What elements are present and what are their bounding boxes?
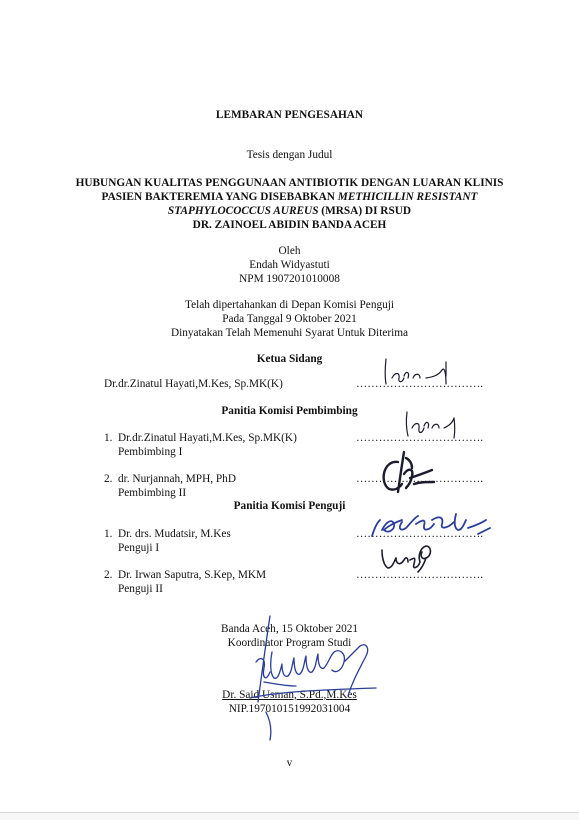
signature-ketua	[380, 356, 460, 390]
pembimbing-1-name: Dr.dr.Zinatul Hayati,M.Kes, Sp.MK(K)	[118, 432, 297, 444]
thesis-title-line-3-normal: (MRSA) DI RSUD	[318, 205, 412, 217]
signature-line-pembimbing-1: …………………………….	[356, 432, 484, 444]
thesis-title-line-3-italic: STAPHYLOCOCCUS AUREUS	[167, 205, 319, 217]
penguji-2-number: 2.	[104, 569, 113, 581]
coordinator-role: Koordinator Program Studi	[227, 637, 352, 649]
penguji-heading: Panitia Komisi Penguji	[233, 500, 346, 512]
signature-penguji-2	[378, 536, 436, 576]
ketua-sidang-name: Dr.dr.Zinatul Hayati,M.Kes, Sp.MK(K)	[104, 378, 283, 390]
pembimbing-2-name: dr. Nurjannah, MPH, PhD	[118, 473, 236, 485]
pembimbing-1-number: 1.	[104, 432, 113, 444]
defense-line-1: Telah dipertahankan di Depan Komisi Penguji	[184, 299, 395, 311]
penguji-1-name: Dr. drs. Mudatsir, M.Kes	[118, 528, 231, 540]
pembimbing-1-role: Pembimbing I	[118, 446, 183, 458]
ketua-sidang-heading: Ketua Sidang	[256, 353, 323, 365]
page-number: v	[286, 757, 293, 769]
defense-line-3: Dinyatakan Telah Memenuhi Syarat Untuk Diterima	[170, 327, 409, 339]
author-by-label: Oleh	[278, 245, 301, 257]
thesis-title-line-4: DR. ZAINOEL ABIDIN BANDA ACEH	[192, 219, 387, 231]
thesis-title-line-3	[0, 205, 579, 217]
signature-line-penguji-2: …………………………….	[356, 569, 484, 581]
page-title: LEMBARAN PENGESAHAN	[215, 109, 364, 121]
pembimbing-2-number: 2.	[104, 473, 113, 485]
author-name: Endah Widyastuti	[249, 259, 330, 271]
penguji-1-role: Penguji I	[118, 542, 160, 554]
pembimbing-heading: Panitia Komisi Pembimbing	[221, 405, 358, 417]
thesis-title-line-2-italic: METHICILLIN RESISTANT	[337, 191, 478, 203]
coordinator-nip: NIP.197010151992031004	[228, 703, 351, 715]
signature-line-pembimbing-2: …………………………….	[356, 473, 484, 485]
penguji-2-role: Penguji II	[118, 583, 163, 595]
page-subtitle: Tesis dengan Judul	[246, 149, 333, 161]
penguji-2-name: Dr. Irwan Saputra, S.Kep, MKM	[118, 569, 267, 581]
penguji-1-number: 1.	[104, 528, 113, 540]
thesis-title-line-2-normal: PASIEN BAKTEREMIA YANG DISEBABKAN	[101, 191, 338, 203]
thesis-title-line-1: HUBUNGAN KUALITAS PENGGUNAAN ANTIBIOTIK DENGAN LUARAN KLINIS	[75, 177, 504, 189]
pembimbing-2-role: Pembimbing II	[118, 487, 187, 499]
thesis-title-line-2	[0, 191, 579, 203]
signature-pembimbing-2	[376, 448, 438, 498]
defense-date: Pada Tanggal 9 Oktober 2021	[222, 313, 357, 325]
signature-coordinator	[236, 612, 386, 742]
signature-pembimbing-1	[402, 408, 462, 442]
coordinator-place-date: Banda Aceh, 15 Oktober 2021	[220, 623, 359, 635]
signature-line-ketua: …………………………….	[356, 378, 484, 390]
signature-line-penguji-1: …………………………….	[356, 528, 484, 540]
coordinator-name: Dr. Said Usman, S.Pd.,M.Kes	[222, 689, 357, 701]
author-npm: NPM 1907201010008	[239, 273, 340, 285]
